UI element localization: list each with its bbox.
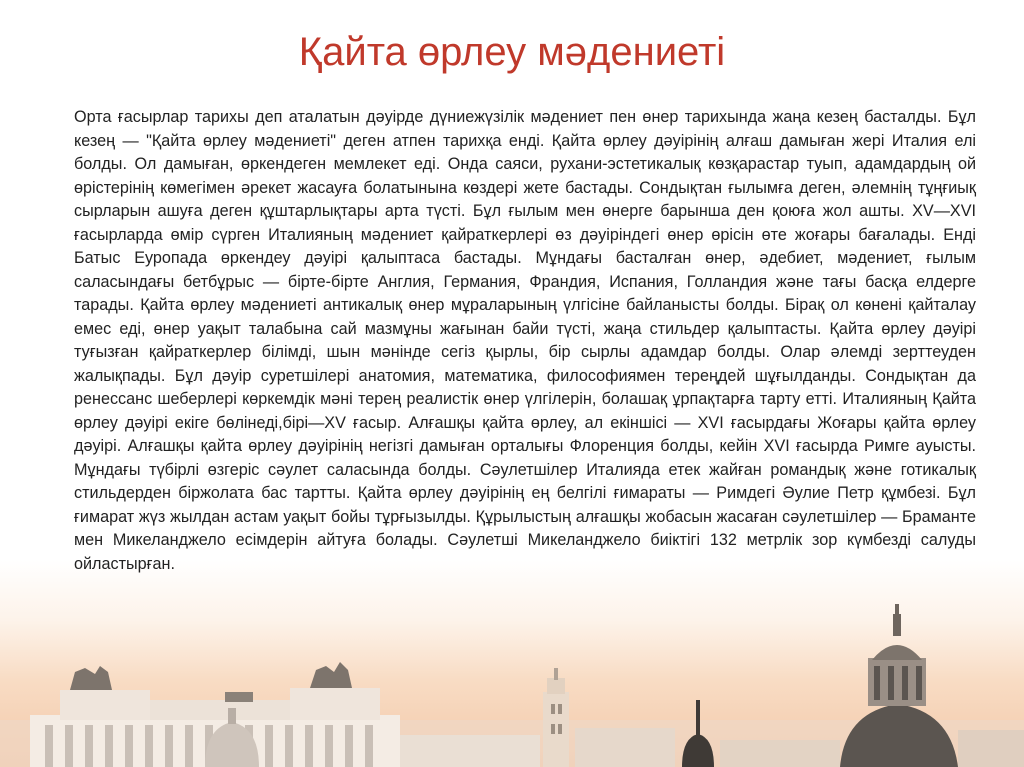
rome-skyline-illustration (0, 600, 1024, 767)
slide-title: Қайта өрлеу мәдениеті (298, 30, 726, 74)
body-paragraph: Орта ғасырлар тарихы деп аталатын дәуірде дүниежүзілік мәдениет пен өнер тарихында жаңа кезең басталды. Бұл кезең — "Қайта өрлеу мәдениеті" деген атпен тарихқа енді. Қайта өрлеу дәуірінің алғаш дамыған жері Италия елі болды. Ол дамыған, өркендеген мемлекет еді. Онда саяси, рухани-эстетикалық көзқарастар туып, адамдардың ой өрістерінің көмегімен әрекет жасауға болатынына көздері жете бастады. Сондықтан ғылымға деген, әлемнің тұңғиық сырларын ашуға деген құштарлықтары арта түсті. Бұл ғылым мен өнерге барынша ден қоюға жол ашты. XV—XVI ғасырларда өмір сүрген Италияның мәдениет қайраткерлері өз дәуіріндегі өнер өрісін өте жоғары бағалады. Енді Батыс Еуропада өркендеу дәуірі қалыптаса бастады. Мұндағы басталған өнер, әдебиет, мәдениет, ғылым саласындағы бетбұрыс — бірте-бірте Англия, Германия, Франдия, Испания, Голландия және тағы басқа елдерге тарады. Қайта өрлеу мәдениеті антикалық өнер мұраларының үлгісіне байланысты болды. Бірақ ол көнені қайталау емес еді, өнер уақыт талабына сай мазмұны жағынан байи түсті, жаңа стильдер қалыптасты. Қайта өрлеу дәуірі туғызған қайраткерлер білімді, шын мәнінде сегіз қырлы, бір сырлы адамдар болды. Олар әлемді зерттеуден жалықпады. Бұл дәуір суретшілері анатомия, математика, философиямен тереңдей шұғылданды. Сондықтан да ренессанс шеберлері көркемдік мәні терең реалистік өнер үлгілерін, болашақ ұрпақтарға тарту етті. Италияның Қайта өрлеу дәуірі екіге бөлінеді,бірі—XV ғасыр. Алғашқы қайта өрлеу, ал екіншісі — XVI ғасырдағы Жоғары қайта өрлеу дәуірі. Алғашқы қайта өрлеу дәуірінің негізгі дамыған орталығы Флоренция болды, кейін XVI ғасырда Римге ауысты. Мұндағы түбірлі өзгеріс сәулет саласында болды. Сәулетшілер Италияда етек жайған романдық және готикалық стильдерден біржолата бас тартты. Қайта өрлеу дәуірінің ең белгілі ғимараты — Римдегі Әулие Петр құмбезі. Бұл ғимарат жүз жылдан астам уақыт бойы тұрғызылды. Құрылыстың алғашқы жобасын жасаған сәулетшілер — Браманте мен Микеланджело есімдерін айтуға болады. Сәулетші Микеланджело биіктігі 132 метрлік зор күмбезді салуды ойластырған. (74, 108, 976, 573)
right-dome (840, 604, 958, 767)
bell-tower (543, 668, 569, 767)
